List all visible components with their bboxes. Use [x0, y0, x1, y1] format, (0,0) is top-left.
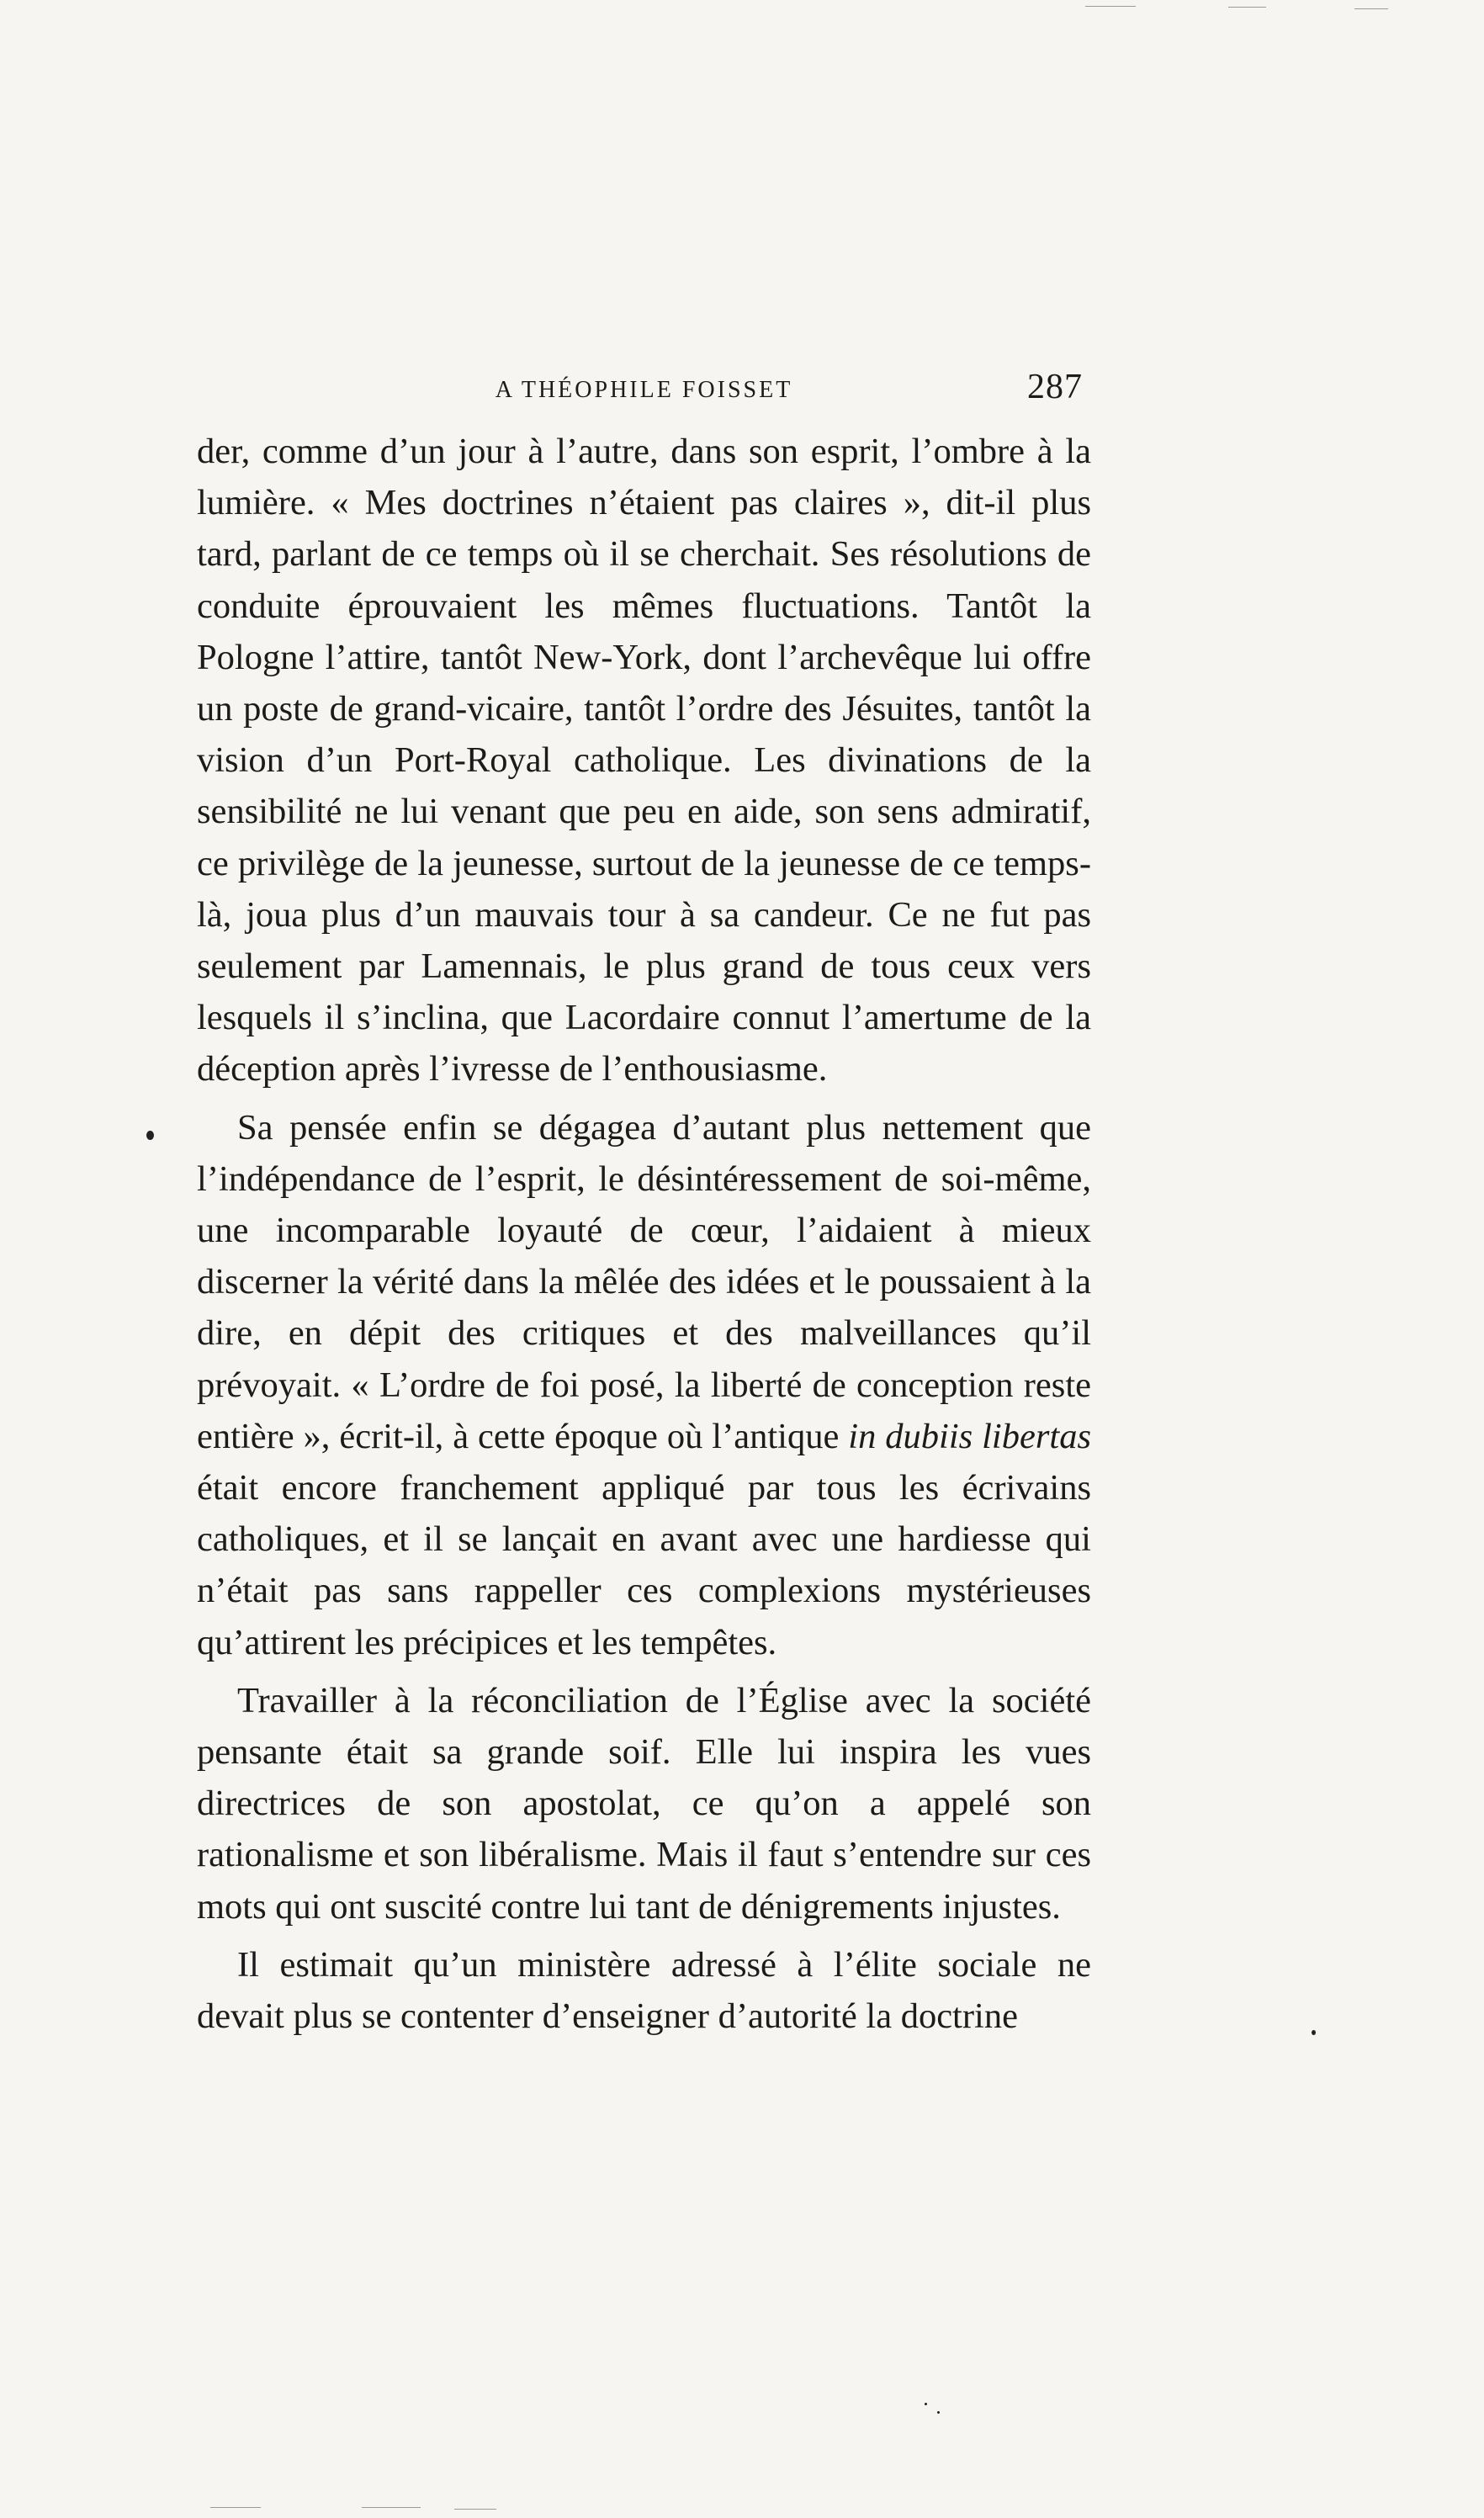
edge-mark	[210, 2507, 261, 2508]
paragraph-3: Travailler à la réconciliation de l’Église avec la société pensante était sa grande soif. Elle lui inspira les vues directrices de son apostolat, ce qu’on a appelé son rationalisme et son libéralisme. Mais il faut s’entendre sur ces mots qui ont suscité contre lui tant de dénigrements injustes.	[197, 1680, 1091, 1927]
margin-speck	[1312, 2030, 1316, 2035]
edge-mark	[362, 2507, 421, 2508]
paragraph-2	[197, 1102, 1091, 1668]
page-number: 287	[1027, 368, 1083, 406]
margin-speck	[146, 1131, 154, 1140]
running-title: A THÉOPHILE FOISSET	[495, 377, 793, 403]
edge-mark	[1085, 6, 1136, 7]
paragraph-4: Il estimait qu’un ministère adressé à l’élite sociale ne devait plus se contenter d’enseigner d’autorité la doctrine	[197, 1944, 1091, 2037]
margin-speck	[925, 2403, 927, 2405]
latin-phrase: in dubiis libertas	[848, 1416, 1091, 1456]
paragraph-1: der, comme d’un jour à l’autre, dans son esprit, l’ombre à la lumière. « Mes doctrines n’étaient pas claires », dit-il plus tard, parlant de ce temps où il se cherchait. Ses résolutions de conduite éprouvaient les mêmes fluctuations. Tantôt la Pologne l’attire, tantôt New-York, dont l’archevêque lui offre un poste de grand-vicaire, tantôt l’ordre des Jésuites, tantôt la vision d’un Port-Royal catholique. Les divinations de la sensibilité ne lui venant que peu en aide, son sens admiratif, ce privilège de la jeunesse, surtout de la jeunesse de ce temps-là, joua plus d’un mauvais tour à sa candeur. Ce ne fut pas seulement par Lamennais, le plus grand de tous ceux vers lesquels il s’inclina, que Lacordaire connut l’amertume de la déception après l’ivresse de l’enthousiasme.	[197, 432, 1091, 1089]
margin-speck	[937, 2411, 940, 2414]
edge-mark	[1354, 8, 1388, 9]
body-text	[197, 426, 1091, 2042]
paragraph-2-text: Sa pensée enfin se dégagea d’autant plus nettement que l’indépendance de l’esprit, le désintéressement de soi-même, une incomparable loyauté de cœur, l’aidaient à mieux discerner la vérité dans la mêlée des idées et le poussaient à la dire, en dépit des critiques et des malveillances qu’il prévoyait. « L’ordre de foi posé, la liberté de conception reste entière », écrit-il, à cette époque où l’antique	[197, 1107, 1091, 1456]
running-head	[197, 362, 1091, 412]
edge-mark	[1228, 7, 1266, 8]
edge-mark	[454, 2509, 496, 2510]
paragraph-2-continuation: était encore franchement appliqué par tous les écrivains catholiques, et il se lançait en avant avec une hardiesse qui n’était pas sans rappeller ces complexions mystérieuses qu’attirent les précipices et les tempêtes.	[197, 1468, 1091, 1662]
